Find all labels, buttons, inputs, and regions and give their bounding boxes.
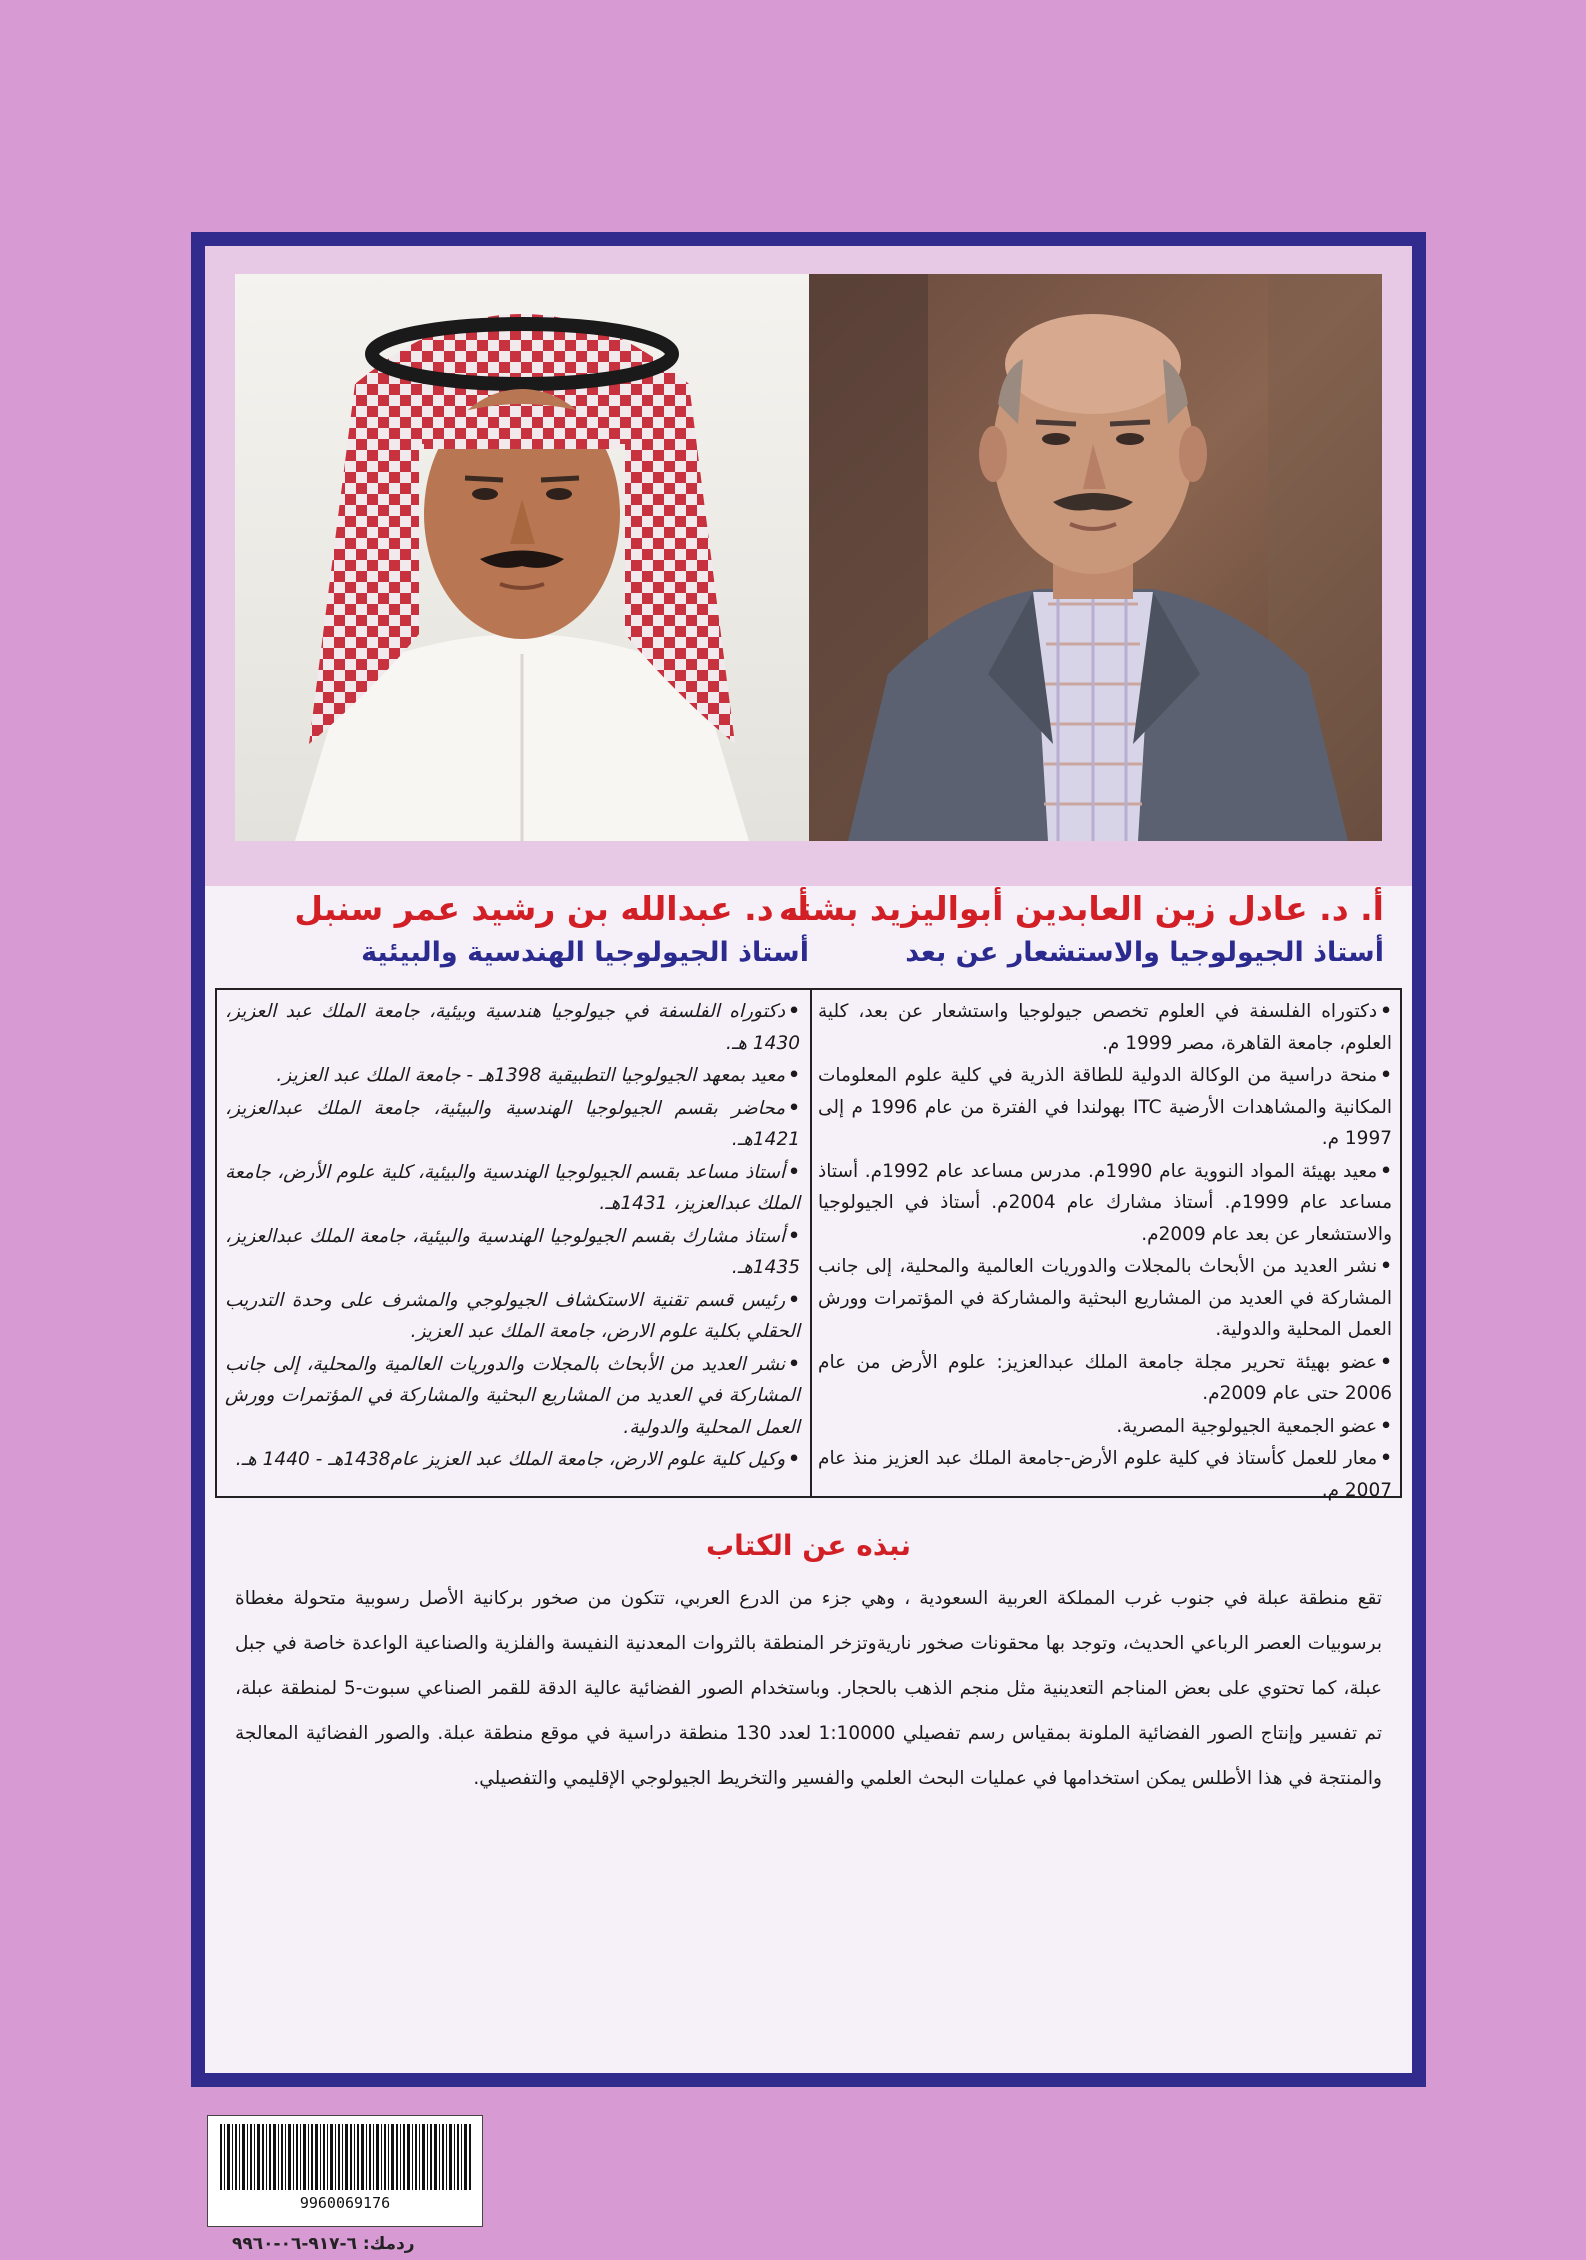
back-cover-frame bbox=[191, 232, 1426, 2087]
author-1-name: أ. د. عادل زين العابدين أبواليزيد بشته bbox=[778, 889, 1384, 928]
bio-item: •نشر العديد من الأبحاث بالمجلات والدوريات العالمية والمحلية، إلى جانب المشاركة في العديد من المشاريع البحثية والمشاركة في المؤتمرات وورش العمل المحلية والدولية. bbox=[818, 1256, 1392, 1340]
bio-item: •عضو بهيئة تحرير مجلة جامعة الملك عبدالعزيز: علوم الأرض من عام 2006 حتى عام 2009م. bbox=[818, 1351, 1392, 1404]
bio-table bbox=[215, 988, 1402, 1501]
about-book bbox=[215, 1502, 1402, 2062]
bio-item: •وكيل كلية علوم الارض، جامعة الملك عبد العزيز عام1438هـ - 1440 هـ. bbox=[235, 1449, 800, 1470]
about-heading: نبذه عن الكتاب bbox=[706, 1529, 911, 1562]
bio-item: •عضو الجمعية الجيولوجية المصرية. bbox=[1116, 1415, 1392, 1437]
author-1-heading bbox=[778, 886, 1384, 974]
bio-item: •أستاذ مساعد بقسم الجيولوجيا الهندسية والبيئية، كلية علوم الأرض، جامعة الملك عبدالعزيز، 1431هـ. bbox=[225, 1161, 800, 1214]
about-text: تقع منطقة عبلة في جنوب غرب المملكة العربية السعودية ، وهي جزء من الدرع العربي، تتكون من صخور بركانية الأصل رسوبية متحولة مغطاة برسوبيات العصر الرباعي الحديث، وتوجد بها محقونات صخور ناريةوتزخر المنطقة بالثروات المعدنية النفيسة والفلزية والصناعية الواعدة خاصة في جبل عبلة، كما تحتوي على بعض المناجم التعدينية مثل منجم الذهب بالحجار. وباستخدام الصور الفضائية عالية الدقة للقمر الصناعي سبوت-5 لمنطقة عبلة، تم تفسير وإنتاج الصور الفضائية الملونة بمقياس رسم تفصيلي 1:10000 لعدد 130 منطقة دراسية في موقع منطقة عبلة. والصور الفضائية المعالجة والمنتجة في هذا الأطلس يمكن استخدامها في عمليات البحث العلمي والفسير والتخريط الجيولوجي الإقليمي والتفصيلي. bbox=[235, 1588, 1382, 1789]
bio-item: •معيد بهيئة المواد النووية عام 1990م. مدرس مساعد عام 1992م. أستاذ مساعد عام 1999م. أستاذ مشارك عام 2004م. أستاذ في الجيولوجيا والاستشعار عن بعد عام 2009م. bbox=[818, 1160, 1392, 1245]
barcode-bars bbox=[220, 2124, 472, 2190]
bio-item: •أستاذ مشارك بقسم الجيولوجيا الهندسية والبيئية، جامعة الملك عبدالعزيز، 1435هـ. bbox=[225, 1225, 800, 1278]
bio-item: •نشر العديد من الأبحاث بالمجلات والدوريات العالمية والمحلية، إلى جانب المشاركة في العديد من المشاريع البحثية والمشاركة في المؤتمرات وورش العمل المحلية والدولية. bbox=[225, 1353, 800, 1438]
author-2-heading bbox=[235, 886, 809, 974]
author-1-bio bbox=[810, 996, 1400, 1507]
author-1-title: أستاذ الجيولوجيا والاستشعار عن بعد bbox=[905, 937, 1384, 968]
bio-item: •معيد بمعهد الجيولوجيا التطبيقية 1398هـ - جامعة الملك عبد العزيز. bbox=[276, 1065, 800, 1086]
isbn-text: ردمك: ٦-٩١٧-٠٦-٩٩٦٠ bbox=[232, 2234, 415, 2254]
author-2-title: أستاذ الجيولوجيا الهندسية والبيئية bbox=[361, 937, 809, 968]
bio-item: •محاضر بقسم الجيولوجيا الهندسية والبيئية، جامعة الملك عبدالعزيز، 1421هـ. bbox=[225, 1097, 800, 1150]
author-2-bio bbox=[217, 996, 808, 1477]
author-2-photo bbox=[235, 274, 809, 841]
barcode bbox=[207, 2115, 483, 2227]
author-1-photo bbox=[808, 274, 1382, 841]
author-2-name: أ. د. عبدالله بن رشيد عمر سنبل bbox=[294, 889, 809, 928]
bio-item: •منحة دراسية من الوكالة الدولية للطاقة الذرية في كلية علوم المعلومات المكانية والمشاهدات الأرضية ITC بهولندا في الفترة من عام 1996 م إلى 1997 م. bbox=[818, 1065, 1392, 1149]
barcode-number: 9960069176 bbox=[299, 2194, 391, 2212]
bio-item: •دكتوراه الفلسفة في جيولوجيا هندسية وبيئية، جامعة الملك عبد العزيز، 1430 هـ. bbox=[225, 1001, 800, 1054]
bio-item: •معار للعمل كأستاذ في كلية علوم الأرض-جامعة الملك عبد العزيز منذ عام 2007 م. bbox=[818, 1448, 1392, 1501]
bio-item: •رئيس قسم تقنية الاستكشاف الجيولوجي والمشرف على وحدة التدريب الحقلي بكلية علوم الارض، جامعة الملك عبد العزيز. bbox=[225, 1289, 800, 1342]
back-cover-panel bbox=[205, 246, 1412, 2073]
bio-item: •دكتوراه الفلسفة في العلوم تخصص جيولوجيا واستشعار عن بعد، كلية العلوم، جامعة القاهرة، مصر 1999 م. bbox=[818, 1001, 1392, 1054]
